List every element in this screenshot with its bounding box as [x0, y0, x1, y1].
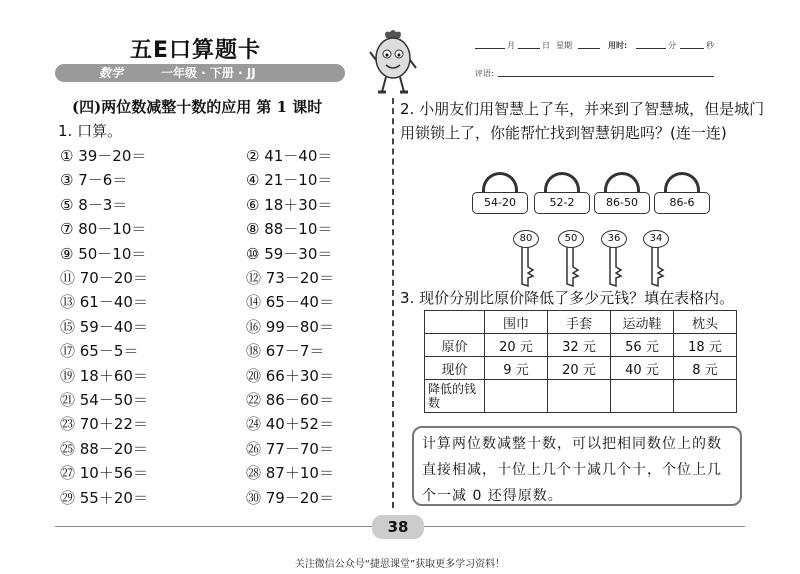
- answer-cell[interactable]: [548, 380, 611, 413]
- arithmetic-problem: ⑯ 99－80＝: [246, 317, 334, 336]
- arithmetic-problem: ㉔ 40＋52＝: [246, 415, 334, 434]
- subject-bar: [55, 64, 345, 82]
- minute-blank[interactable]: [636, 48, 666, 49]
- lock-icon: [664, 172, 700, 194]
- arithmetic-problem: ㉚ 79－20＝: [246, 488, 334, 507]
- row-label: 降低的钱数: [425, 380, 485, 413]
- key-item[interactable]: [510, 230, 546, 288]
- table-cell: [425, 311, 485, 334]
- price-table: [424, 310, 737, 413]
- arithmetic-problem: ㉗ 10＋56＝: [60, 464, 148, 483]
- arithmetic-problem: ㉕ 88－20＝: [60, 439, 148, 458]
- minute-label: 分: [668, 41, 676, 50]
- day-blank[interactable]: [518, 48, 540, 49]
- second-blank[interactable]: [680, 48, 704, 49]
- arithmetic-problem: ⑱ 67－7＝: [246, 342, 325, 361]
- table-header-row: [425, 311, 737, 334]
- arithmetic-problem: ⑨ 50－10＝: [60, 244, 147, 263]
- key-item[interactable]: [640, 230, 676, 288]
- table-header-cell: 围巾: [485, 311, 548, 334]
- table-cell: 20 元: [485, 334, 548, 357]
- arithmetic-problem: ⑮ 59－40＝: [60, 317, 148, 336]
- table-cell: 9 元: [485, 357, 548, 380]
- arithmetic-problem: ② 41－40＝: [246, 147, 333, 165]
- answer-cell[interactable]: [674, 380, 737, 413]
- answer-cell[interactable]: [611, 380, 674, 413]
- table-header-cell: 运动鞋: [611, 311, 674, 334]
- row-label: 原价: [425, 334, 485, 357]
- table-row: [425, 380, 737, 413]
- row-label: 现价: [425, 357, 485, 380]
- q2-text: 2. 小朋友们用智慧上了车，并来到了智慧城，但是城门用锁锁上了，你能帮忙找到智慧钥匙吗？(连一连): [400, 100, 765, 142]
- answer-cell[interactable]: [485, 380, 548, 413]
- lock-expression: 52-2: [534, 192, 590, 214]
- arithmetic-problem: ㉑ 54－50＝: [60, 391, 148, 409]
- day-label: 日: [542, 41, 550, 50]
- q1-title: 1. 口算。: [58, 122, 123, 140]
- column-divider: [392, 98, 394, 508]
- table-cell: 18 元: [674, 334, 737, 357]
- key-item[interactable]: [555, 230, 591, 288]
- lock-icon: [482, 172, 518, 194]
- arithmetic-problem: ④ 21－10＝: [246, 171, 333, 190]
- lock-icon: [604, 172, 640, 194]
- lock-expression: 54-20: [472, 192, 528, 214]
- key-number: 80: [513, 230, 539, 248]
- table-row: [425, 334, 737, 357]
- arithmetic-problem: ① 39－20＝: [60, 147, 147, 165]
- section-title: (四)两位数减整十数的应用 第 1 课时: [72, 98, 323, 116]
- week-blank[interactable]: [578, 48, 600, 49]
- brand-title: 五E口算题卡: [130, 38, 262, 63]
- lock-expression: 86-50: [594, 192, 650, 214]
- arithmetic-problem: ㉓ 70＋22＝: [60, 415, 148, 434]
- q3-title: 3. 现价分别比原价降低了多少元钱？填在表格内。: [400, 289, 735, 307]
- month-blank[interactable]: [475, 48, 505, 49]
- arithmetic-problem: ⑩ 59－30＝: [246, 244, 333, 263]
- lock-icon: [544, 172, 580, 194]
- arithmetic-problem: ㉙ 55＋20＝: [60, 488, 148, 507]
- arithmetic-problem: ⑪ 70－20＝: [60, 269, 148, 287]
- table-cell: 8 元: [674, 357, 737, 380]
- page-number: 38: [372, 515, 424, 539]
- key-item[interactable]: [598, 230, 634, 288]
- table-cell: 32 元: [548, 334, 611, 357]
- key-number: 36: [601, 230, 627, 248]
- arithmetic-problem: ⑫ 73－20＝: [246, 269, 334, 287]
- second-label: 秒: [706, 41, 714, 50]
- arithmetic-problem: ⑥ 18＋30＝: [246, 195, 333, 214]
- footer-text: 关注微信公众号“捷思课堂”获取更多学习资料！: [294, 559, 506, 570]
- time-label: 用时:: [608, 41, 628, 50]
- table-cell: 20 元: [548, 357, 611, 380]
- arithmetic-problem: ㉖ 77－70＝: [246, 439, 334, 458]
- mascot-illustration: [368, 28, 418, 98]
- key-number: 50: [558, 230, 584, 248]
- arithmetic-problem: ③ 7－6＝: [60, 171, 128, 190]
- arithmetic-problem: ⑭ 65－40＝: [246, 293, 334, 312]
- key-number: 34: [643, 230, 669, 248]
- arithmetic-problem: ⑧ 88－10＝: [246, 220, 333, 239]
- subject-label: 数学: [99, 66, 124, 80]
- table-cell: 40 元: [611, 357, 674, 380]
- arithmetic-problem: ㉒ 86－60＝: [246, 391, 334, 409]
- table-cell: 56 元: [611, 334, 674, 357]
- arithmetic-problem: ⑤ 8－3＝: [60, 195, 128, 214]
- arithmetic-problem: ⑦ 80－10＝: [60, 220, 147, 239]
- arithmetic-problem: ⑲ 18＋60＝: [60, 366, 148, 385]
- tip-box: 计算两位数减整十数，可以把相同数位上的数直接相减，十位上几个十减几个十，个位上几个一减 0 还得原数。: [412, 426, 742, 506]
- month-label: 月: [507, 41, 515, 50]
- arithmetic-problem: ⑳ 66＋30＝: [246, 366, 334, 385]
- table-header-cell: 枕头: [674, 311, 737, 334]
- comment-label: 评语:: [475, 69, 494, 78]
- comment-blank[interactable]: [498, 76, 714, 77]
- table-row: [425, 357, 737, 380]
- arithmetic-problem: ⑰ 65－5＝: [60, 342, 139, 361]
- arithmetic-problem: ㉘ 87＋10＝: [246, 464, 334, 483]
- lock-expression: 86-6: [654, 192, 710, 214]
- arithmetic-problem: ⑬ 61－40＝: [60, 293, 148, 312]
- grade-label: 一年级 · 下册 · JJ: [161, 66, 256, 80]
- table-header-cell: 手套: [548, 311, 611, 334]
- week-label: 星期: [556, 41, 572, 50]
